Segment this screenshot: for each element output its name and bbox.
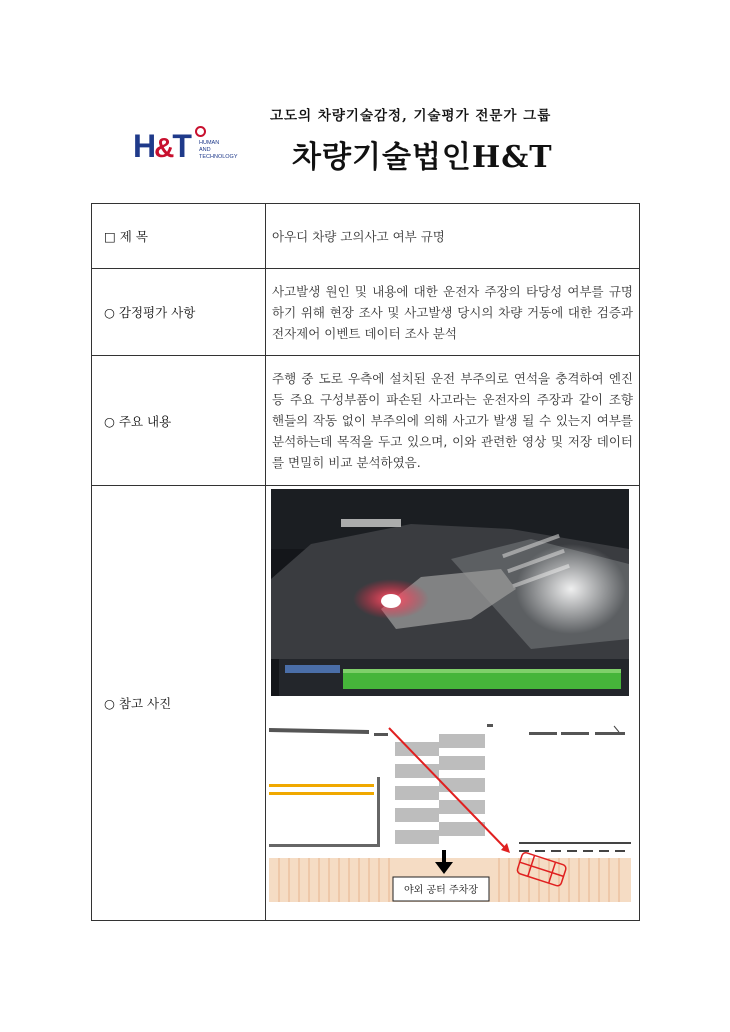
reference-photos-cell — [266, 486, 640, 921]
header-tagline: 고도의 차량기술감정, 기술평가 전문가 그룹 — [270, 108, 552, 124]
accident-site-diagram — [269, 722, 631, 912]
row-value-main-content: 주행 중 도로 우측에 설치된 운전 부주의로 연석을 충격하여 엔진 등 주요 구성부품이 파손된 사고라는 운전자의 주장과 같이 조향 핸들의 작동 없이 부주의에 의해 사고가 발생 될 수 있는지 여부를 분석하는데 목적을 두고 있으며, 이와 관련한 영상 및 저장 데이터를 면밀히 비교 분석하였음. — [266, 356, 640, 486]
company-name: 차량기술법인H&T — [292, 140, 553, 175]
ht-logo — [133, 128, 238, 172]
row-label-reference-photos: ○ 참고 사진 — [92, 486, 266, 921]
row-value-title: 아우디 차량 고의사고 여부 규명 — [266, 204, 640, 269]
row-label-title: □ 제 목 — [92, 204, 266, 269]
row-label-main-content: ○ 주요 내용 — [92, 356, 266, 486]
table-row — [92, 204, 640, 269]
logo-wordmark: H&T — [133, 128, 190, 164]
table-row — [92, 356, 640, 486]
row-label-appraisal-items: ○ 감정평가 사항 — [92, 269, 266, 356]
logo-subtext: HUMAN AND TECHNOLOGY — [199, 140, 238, 160]
parking-lot-label: 야외 공터 주차장 — [404, 885, 478, 896]
document-header — [0, 0, 730, 200]
cctv-accident-photo — [271, 489, 629, 696]
appraisal-table — [91, 203, 640, 921]
row-value-appraisal-items: 사고발생 원인 및 내용에 대한 운전자 주장의 타당성 여부를 규명하기 위해 현장 조사 및 사고발생 당시의 차량 거동에 대한 검증과 전자제어 이벤트 데이터 조사 분석 — [266, 269, 640, 356]
table-row — [92, 269, 640, 356]
logo-ring-mark — [195, 126, 206, 137]
table-row — [92, 486, 640, 921]
